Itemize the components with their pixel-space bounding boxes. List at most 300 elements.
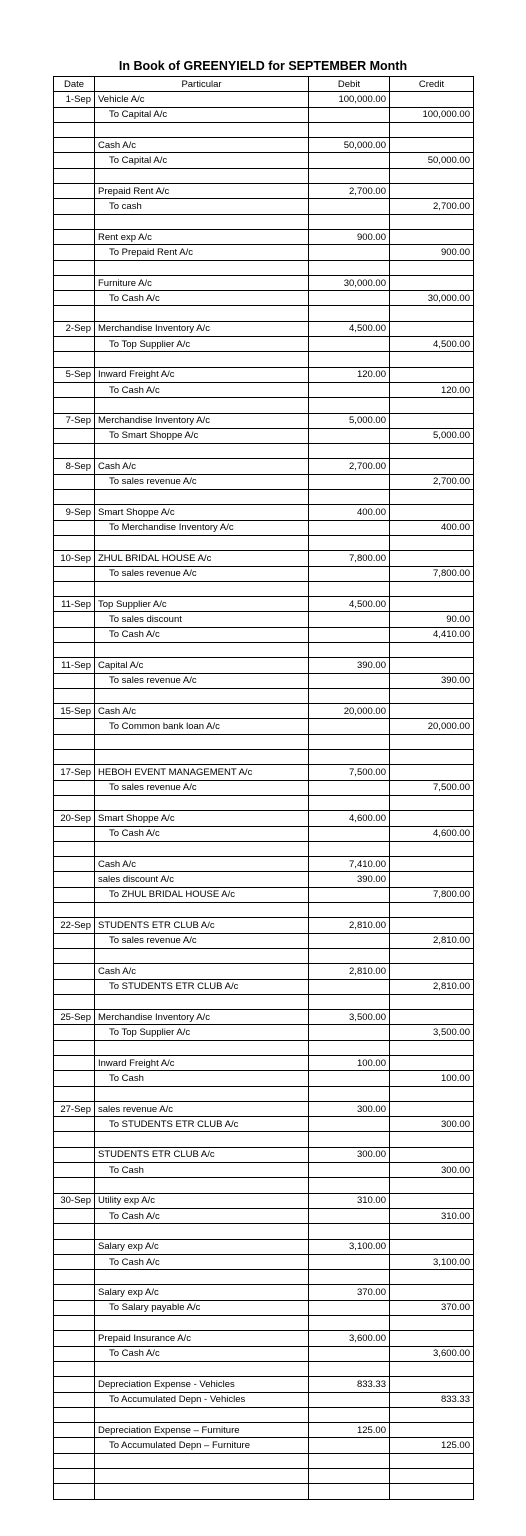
table-row — [54, 1208, 474, 1223]
credit-cell — [390, 535, 474, 550]
debit-cell — [309, 627, 390, 642]
table-row — [54, 459, 474, 474]
debit-cell: 833.33 — [309, 1377, 390, 1392]
table-row — [54, 688, 474, 703]
credit-cell — [390, 872, 474, 887]
table-row — [54, 1239, 474, 1254]
particular-cell: Utility exp A/c — [95, 1193, 309, 1208]
debit-cell — [309, 887, 390, 902]
date-cell — [54, 1117, 95, 1132]
credit-cell — [390, 1224, 474, 1239]
date-cell — [54, 214, 95, 229]
credit-cell: 4,410.00 — [390, 627, 474, 642]
credit-cell: 2,700.00 — [390, 199, 474, 214]
particular-cell: STUDENTS ETR CLUB A/c — [95, 918, 309, 933]
table-row — [54, 1147, 474, 1162]
debit-cell — [309, 566, 390, 581]
credit-cell — [390, 795, 474, 810]
credit-cell: 4,500.00 — [390, 337, 474, 352]
credit-cell: 3,600.00 — [390, 1346, 474, 1361]
particular-cell — [95, 1484, 309, 1499]
particular-cell: Merchandise Inventory A/c — [95, 321, 309, 336]
debit-cell — [309, 168, 390, 183]
date-cell — [54, 444, 95, 459]
date-cell — [54, 903, 95, 918]
particular-cell — [95, 1453, 309, 1468]
date-cell — [54, 107, 95, 122]
particular-cell — [95, 642, 309, 657]
table-row — [54, 1484, 474, 1499]
credit-cell — [390, 918, 474, 933]
date-cell — [54, 750, 95, 765]
particular-cell — [95, 750, 309, 765]
date-cell — [54, 780, 95, 795]
particular-cell: To sales revenue A/c — [95, 780, 309, 795]
table-row — [54, 1407, 474, 1422]
debit-cell — [309, 1300, 390, 1315]
date-cell — [54, 382, 95, 397]
particular-cell: To Cash A/c — [95, 1208, 309, 1223]
particular-cell: To Prepaid Rent A/c — [95, 245, 309, 260]
date-cell — [54, 1438, 95, 1453]
particular-cell: Depreciation Expense – Furniture — [95, 1423, 309, 1438]
date-cell — [54, 490, 95, 505]
date-cell — [54, 566, 95, 581]
credit-cell — [390, 1101, 474, 1116]
table-row — [54, 872, 474, 887]
date-cell — [54, 138, 95, 153]
particular-cell — [95, 1178, 309, 1193]
credit-cell: 3,100.00 — [390, 1254, 474, 1269]
particular-cell: To sales discount — [95, 612, 309, 627]
debit-cell: 50,000.00 — [309, 138, 390, 153]
debit-cell: 3,600.00 — [309, 1331, 390, 1346]
particular-cell: To Accumulated Depn – Furniture — [95, 1438, 309, 1453]
table-row — [54, 1025, 474, 1040]
debit-cell — [309, 734, 390, 749]
date-cell: 2-Sep — [54, 321, 95, 336]
date-cell: 27-Sep — [54, 1101, 95, 1116]
particular-cell: To sales revenue A/c — [95, 933, 309, 948]
table-row — [54, 138, 474, 153]
table-row — [54, 444, 474, 459]
credit-cell — [390, 1316, 474, 1331]
date-cell: 1-Sep — [54, 92, 95, 107]
particular-cell: Cash A/c — [95, 857, 309, 872]
table-row — [54, 581, 474, 596]
debit-cell — [309, 673, 390, 688]
table-row — [54, 337, 474, 352]
table-row — [54, 857, 474, 872]
debit-cell: 390.00 — [309, 658, 390, 673]
date-cell — [54, 1331, 95, 1346]
table-row — [54, 413, 474, 428]
credit-cell — [390, 1178, 474, 1193]
table-row — [54, 903, 474, 918]
credit-cell: 400.00 — [390, 520, 474, 535]
date-cell — [54, 1377, 95, 1392]
credit-cell — [390, 1285, 474, 1300]
credit-cell: 300.00 — [390, 1117, 474, 1132]
credit-cell: 370.00 — [390, 1300, 474, 1315]
debit-cell — [309, 1224, 390, 1239]
credit-cell — [390, 138, 474, 153]
debit-cell: 100,000.00 — [309, 92, 390, 107]
date-cell — [54, 719, 95, 734]
table-row — [54, 245, 474, 260]
particular-cell: Prepaid Rent A/c — [95, 184, 309, 199]
date-cell — [54, 1361, 95, 1376]
date-cell — [54, 1224, 95, 1239]
table-row — [54, 750, 474, 765]
table-row — [54, 321, 474, 336]
table-row — [54, 826, 474, 841]
debit-cell — [309, 948, 390, 963]
date-cell: 30-Sep — [54, 1193, 95, 1208]
table-row — [54, 841, 474, 856]
date-cell — [54, 1316, 95, 1331]
credit-cell: 7,800.00 — [390, 566, 474, 581]
table-row — [54, 780, 474, 795]
particular-cell — [95, 1407, 309, 1422]
debit-cell — [309, 979, 390, 994]
table-row — [54, 933, 474, 948]
table-row — [54, 229, 474, 244]
debit-cell — [309, 612, 390, 627]
table-row — [54, 1423, 474, 1438]
credit-cell — [390, 214, 474, 229]
debit-cell — [309, 719, 390, 734]
debit-cell: 125.00 — [309, 1423, 390, 1438]
credit-cell — [390, 1086, 474, 1101]
date-cell — [54, 275, 95, 290]
debit-cell — [309, 214, 390, 229]
date-cell: 11-Sep — [54, 658, 95, 673]
table-row — [54, 474, 474, 489]
credit-cell — [390, 551, 474, 566]
date-cell — [54, 581, 95, 596]
credit-cell: 2,810.00 — [390, 933, 474, 948]
date-cell — [54, 795, 95, 810]
table-row — [54, 367, 474, 382]
particular-cell — [95, 841, 309, 856]
particular-cell: sales discount A/c — [95, 872, 309, 887]
particular-cell: STUDENTS ETR CLUB A/c — [95, 1147, 309, 1162]
table-row — [54, 734, 474, 749]
table-row — [54, 1163, 474, 1178]
credit-cell — [390, 1270, 474, 1285]
particular-cell — [95, 398, 309, 413]
table-row — [54, 704, 474, 719]
particular-cell — [95, 306, 309, 321]
debit-cell: 120.00 — [309, 367, 390, 382]
debit-cell: 3,500.00 — [309, 1010, 390, 1025]
debit-cell: 300.00 — [309, 1101, 390, 1116]
date-cell — [54, 1239, 95, 1254]
date-cell — [54, 245, 95, 260]
table-row — [54, 260, 474, 275]
particular-cell — [95, 535, 309, 550]
credit-cell: 50,000.00 — [390, 153, 474, 168]
credit-cell — [390, 1361, 474, 1376]
date-cell — [54, 428, 95, 443]
debit-cell — [309, 1040, 390, 1055]
table-row — [54, 948, 474, 963]
table-row — [54, 765, 474, 780]
credit-cell: 900.00 — [390, 245, 474, 260]
credit-cell — [390, 1132, 474, 1147]
credit-cell: 30,000.00 — [390, 291, 474, 306]
credit-cell — [390, 1453, 474, 1468]
table-header-row — [54, 77, 474, 92]
debit-cell — [309, 122, 390, 137]
table-row — [54, 1010, 474, 1025]
credit-cell — [390, 367, 474, 382]
credit-cell — [390, 1377, 474, 1392]
credit-cell — [390, 92, 474, 107]
debit-cell: 7,800.00 — [309, 551, 390, 566]
date-cell — [54, 1025, 95, 1040]
journal-table — [53, 76, 474, 1500]
date-cell — [54, 352, 95, 367]
table-row — [54, 1071, 474, 1086]
particular-cell: To cash — [95, 199, 309, 214]
particular-cell: To Smart Shoppe A/c — [95, 428, 309, 443]
table-row — [54, 1361, 474, 1376]
date-cell — [54, 153, 95, 168]
debit-cell: 370.00 — [309, 1285, 390, 1300]
debit-cell — [309, 428, 390, 443]
debit-cell: 4,500.00 — [309, 597, 390, 612]
particular-cell — [95, 490, 309, 505]
debit-cell: 310.00 — [309, 1193, 390, 1208]
debit-cell — [309, 444, 390, 459]
credit-cell: 2,700.00 — [390, 474, 474, 489]
table-row — [54, 1117, 474, 1132]
credit-cell — [390, 1407, 474, 1422]
credit-cell: 7,500.00 — [390, 780, 474, 795]
table-row — [54, 1331, 474, 1346]
credit-cell — [390, 413, 474, 428]
credit-cell — [390, 168, 474, 183]
date-cell — [54, 1469, 95, 1484]
date-cell — [54, 1086, 95, 1101]
particular-cell — [95, 168, 309, 183]
particular-cell — [95, 1361, 309, 1376]
debit-cell — [309, 1361, 390, 1376]
date-cell — [54, 337, 95, 352]
debit-cell — [309, 1132, 390, 1147]
particular-cell: Furniture A/c — [95, 275, 309, 290]
table-row — [54, 1285, 474, 1300]
credit-cell — [390, 734, 474, 749]
table-row — [54, 1316, 474, 1331]
date-cell — [54, 168, 95, 183]
table-row — [54, 795, 474, 810]
date-cell — [54, 734, 95, 749]
debit-cell: 100.00 — [309, 1056, 390, 1071]
table-row — [54, 382, 474, 397]
date-cell — [54, 857, 95, 872]
date-cell — [54, 933, 95, 948]
table-row — [54, 398, 474, 413]
table-row — [54, 168, 474, 183]
date-cell — [54, 1453, 95, 1468]
particular-cell: To Salary payable A/c — [95, 1300, 309, 1315]
credit-cell — [390, 765, 474, 780]
date-cell — [54, 1056, 95, 1071]
particular-cell: To Capital A/c — [95, 107, 309, 122]
date-cell — [54, 673, 95, 688]
credit-cell — [390, 1484, 474, 1499]
credit-cell — [390, 1056, 474, 1071]
debit-cell — [309, 994, 390, 1009]
credit-cell — [390, 260, 474, 275]
particular-cell — [95, 1040, 309, 1055]
particular-cell: To Cash A/c — [95, 1346, 309, 1361]
particular-cell: To Cash A/c — [95, 826, 309, 841]
particular-cell: To Cash A/c — [95, 627, 309, 642]
particular-cell: To Common bank loan A/c — [95, 719, 309, 734]
particular-cell: Cash A/c — [95, 138, 309, 153]
debit-cell — [309, 933, 390, 948]
date-cell — [54, 841, 95, 856]
particular-cell — [95, 122, 309, 137]
table-row — [54, 520, 474, 535]
date-cell: 11-Sep — [54, 597, 95, 612]
debit-cell — [309, 903, 390, 918]
debit-cell — [309, 535, 390, 550]
particular-cell: To Cash A/c — [95, 291, 309, 306]
date-cell — [54, 122, 95, 137]
debit-cell — [309, 1163, 390, 1178]
particular-cell: Cash A/c — [95, 964, 309, 979]
table-row — [54, 627, 474, 642]
debit-cell — [309, 306, 390, 321]
particular-cell — [95, 948, 309, 963]
date-cell: 15-Sep — [54, 704, 95, 719]
date-cell — [54, 887, 95, 902]
date-cell: 5-Sep — [54, 367, 95, 382]
table-row — [54, 1040, 474, 1055]
date-cell — [54, 612, 95, 627]
table-row — [54, 1132, 474, 1147]
debit-cell — [309, 1316, 390, 1331]
table-row — [54, 505, 474, 520]
table-row — [54, 964, 474, 979]
date-cell: 22-Sep — [54, 918, 95, 933]
particular-cell: To STUDENTS ETR CLUB A/c — [95, 1117, 309, 1132]
debit-cell: 7,500.00 — [309, 765, 390, 780]
credit-cell: 5,000.00 — [390, 428, 474, 443]
table-row — [54, 199, 474, 214]
particular-cell — [95, 444, 309, 459]
debit-cell: 2,810.00 — [309, 918, 390, 933]
credit-cell: 100,000.00 — [390, 107, 474, 122]
table-row — [54, 291, 474, 306]
particular-cell: Rent exp A/c — [95, 229, 309, 244]
table-row — [54, 918, 474, 933]
table-row — [54, 1224, 474, 1239]
table-row — [54, 1346, 474, 1361]
date-cell — [54, 1254, 95, 1269]
particular-cell — [95, 1316, 309, 1331]
debit-cell: 300.00 — [309, 1147, 390, 1162]
particular-cell — [95, 795, 309, 810]
credit-cell — [390, 1423, 474, 1438]
particular-cell — [95, 1086, 309, 1101]
table-row — [54, 306, 474, 321]
credit-cell — [390, 229, 474, 244]
date-cell — [54, 184, 95, 199]
particular-cell: Depreciation Expense - Vehicles — [95, 1377, 309, 1392]
date-cell — [54, 1132, 95, 1147]
credit-cell — [390, 642, 474, 657]
date-cell — [54, 872, 95, 887]
credit-cell — [390, 581, 474, 596]
date-cell — [54, 1423, 95, 1438]
credit-cell — [390, 1469, 474, 1484]
credit-cell — [390, 122, 474, 137]
date-cell — [54, 1270, 95, 1285]
debit-cell — [309, 1117, 390, 1132]
debit-cell — [309, 291, 390, 306]
table-row — [54, 811, 474, 826]
particular-cell — [95, 260, 309, 275]
date-cell — [54, 1163, 95, 1178]
debit-cell — [309, 245, 390, 260]
table-row — [54, 1300, 474, 1315]
table-row — [54, 1469, 474, 1484]
date-cell — [54, 1147, 95, 1162]
credit-cell — [390, 1010, 474, 1025]
table-row — [54, 1392, 474, 1407]
table-row — [54, 1101, 474, 1116]
date-cell — [54, 1040, 95, 1055]
table-row — [54, 352, 474, 367]
particular-cell — [95, 352, 309, 367]
debit-cell — [309, 1208, 390, 1223]
debit-cell — [309, 352, 390, 367]
credit-cell — [390, 1040, 474, 1055]
debit-cell — [309, 1438, 390, 1453]
credit-cell — [390, 444, 474, 459]
debit-cell — [309, 1178, 390, 1193]
debit-cell — [309, 1392, 390, 1407]
credit-cell: 833.33 — [390, 1392, 474, 1407]
credit-cell: 2,810.00 — [390, 979, 474, 994]
debit-cell: 2,700.00 — [309, 184, 390, 199]
credit-cell — [390, 857, 474, 872]
table-row — [54, 275, 474, 290]
date-cell — [54, 979, 95, 994]
particular-cell: Inward Freight A/c — [95, 367, 309, 382]
date-cell — [54, 229, 95, 244]
credit-cell: 125.00 — [390, 1438, 474, 1453]
credit-cell — [390, 459, 474, 474]
credit-cell: 4,600.00 — [390, 826, 474, 841]
date-cell — [54, 1407, 95, 1422]
table-row — [54, 1254, 474, 1269]
debit-cell — [309, 780, 390, 795]
particular-cell: To sales revenue A/c — [95, 566, 309, 581]
credit-cell — [390, 658, 474, 673]
debit-cell — [309, 260, 390, 275]
debit-cell: 7,410.00 — [309, 857, 390, 872]
credit-cell — [390, 505, 474, 520]
debit-cell: 20,000.00 — [309, 704, 390, 719]
credit-cell: 100.00 — [390, 1071, 474, 1086]
